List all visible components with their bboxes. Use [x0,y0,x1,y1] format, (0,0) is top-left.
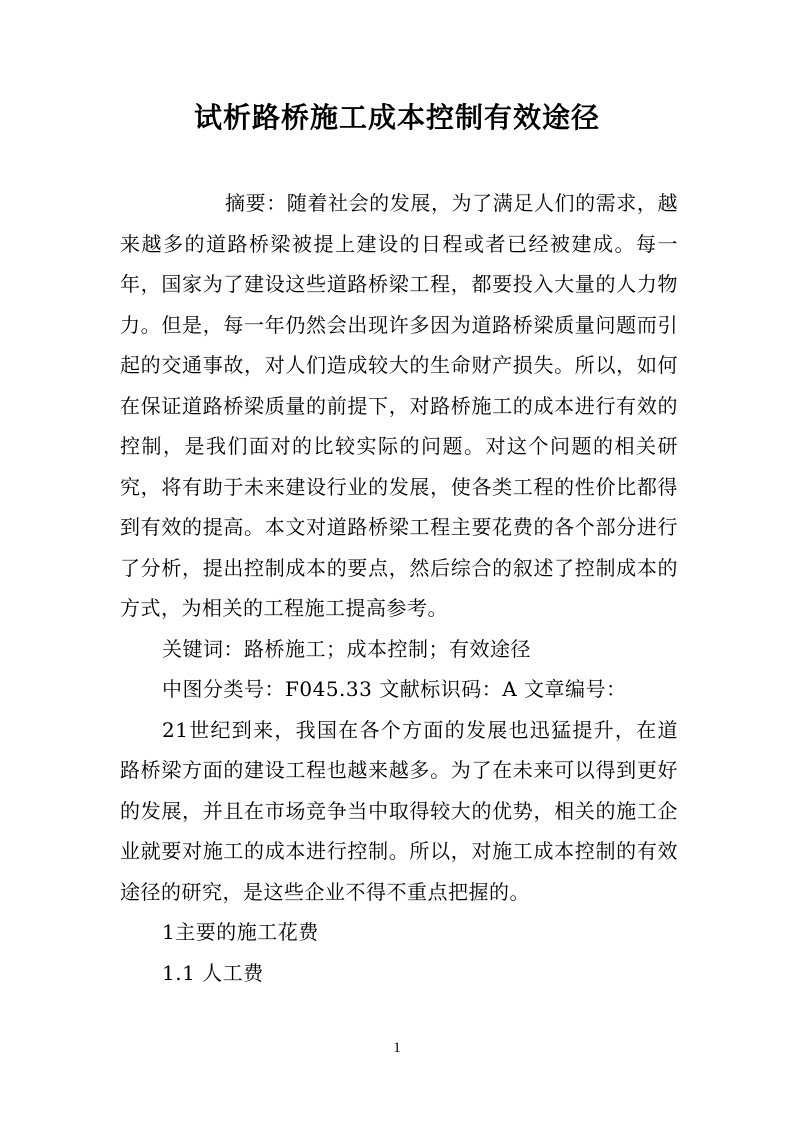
document-title: 试析路桥施工成本控制有效途径 [193,101,600,134]
classification-line: 中图分类号：F045.33 文献标识码：A 文章编号： [162,677,627,701]
section-heading-1: 1主要的施工花费 [162,920,319,944]
document-body [120,183,678,993]
keywords-line: 关键词：路桥施工；成本控制；有效途径 [162,636,531,661]
section-heading-1-1: 1.1 人工费 [162,960,264,985]
page-number: 1 [393,1040,401,1056]
abstract-paragraph: 摘要：随着社会的发展，为了满足人们的需求，越来越多的道路桥梁被提上建设的日程或者已经被建成。每一年，国家为了建设这些道路桥梁工程，都要投入大量的人力物力。但是，每一年仍然会出现许多因为道路桥梁质量问题而引起的交通事故，对人们造成较大的生命财产损失。所以，如何在保证道路桥梁质量的前提下，对路桥施工的成本进行有效的控制，是我们面对的比较实际的问题。对这个问题的相关研究，将有助于未来建设行业的发展，使各类工程的性价比都得到有效的提高。本文对道路桥梁工程主要花费的各个部分进行了分析，提出控制成本的要点，然后综合的叙述了控制成本的方式，为相关的工程施工提高参考。 [120,191,678,620]
intro-paragraph: 21世纪到来，我国在各个方面的发展也迅猛提升，在道路桥梁方面的建设工程也越来越多。为了在未来可以得到更好的发展，并且在市场竞争当中取得较大的优势，相关的施工企业就要对施工的成本进行控制。所以，对施工成本控制的有效途径的研究，是这些企业不得不重点把握的。 [120,717,678,904]
